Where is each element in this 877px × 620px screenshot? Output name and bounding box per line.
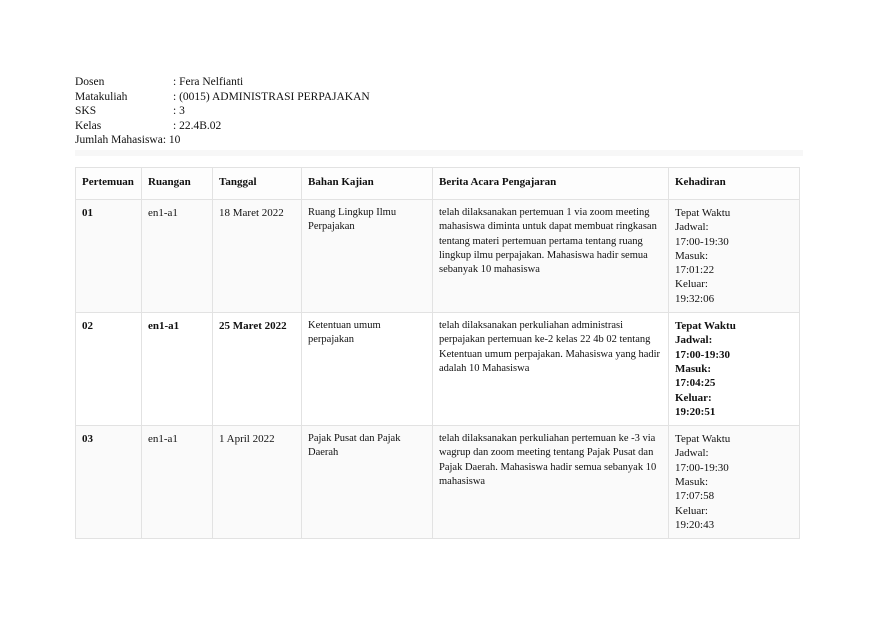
checkin-value: 17:01:22 xyxy=(675,264,715,277)
cell-kehadiran xyxy=(669,426,800,539)
table-header-row xyxy=(76,168,800,200)
header-bahan-kajian: Bahan Kajian xyxy=(302,168,433,200)
table-row xyxy=(76,313,800,426)
table-row xyxy=(76,200,800,313)
sks-label: SKS xyxy=(75,105,97,118)
attendance-table xyxy=(75,167,800,539)
attendance-status: Tepat Waktu xyxy=(675,433,731,446)
cell-ruangan: en1-a1 xyxy=(142,426,213,539)
info-sks xyxy=(75,104,370,119)
cell-ruangan: en1-a1 xyxy=(142,200,213,313)
checkin-label: Masuk: xyxy=(675,476,708,489)
schedule-value: 17:00-19:30 xyxy=(675,461,729,474)
divider xyxy=(75,150,803,156)
cell-ruangan: en1-a1 xyxy=(142,313,213,426)
header-tanggal: Tanggal xyxy=(213,168,302,200)
info-dosen xyxy=(75,75,370,90)
checkout-value: 19:20:43 xyxy=(675,518,715,531)
kelas-value: : 22.4B.02 xyxy=(173,119,222,132)
header-pertemuan: Pertemuan xyxy=(76,168,142,200)
cell-pertemuan: 03 xyxy=(76,426,142,539)
checkout-value: 19:20:51 xyxy=(675,405,716,418)
cell-berita-acara: telah dilaksanakan pertemuan 1 via zoom meeting mahasiswa diminta untuk dapat membuat ringkasan tentang materi pertemuan pertama tentang ruang lingkup ilmu perpajakan. Mahasiswa hadir semua sebanyak 10 mahasiswa xyxy=(433,200,669,313)
checkout-label: Keluar: xyxy=(675,278,708,291)
cell-berita-acara: telah dilaksanakan perkuliahan administrasi perpajakan pertemuan ke-2 kelas 22 4b 02 tentang Ketentuan umum perpajakan. Mahasiswa yang hadir adalah 10 Mahasiswa xyxy=(433,313,669,426)
cell-kehadiran xyxy=(669,313,800,426)
attendance-status: Tepat Waktu xyxy=(675,320,736,333)
matakuliah-label: Matakuliah xyxy=(75,90,128,103)
cell-pertemuan: 01 xyxy=(76,200,142,313)
checkout-value: 19:32:06 xyxy=(675,292,715,305)
info-matakuliah xyxy=(75,90,370,105)
cell-tanggal: 1 April 2022 xyxy=(213,426,302,539)
cell-bahan-kajian: Ruang Lingkup Ilmu Perpajakan xyxy=(302,200,433,313)
checkin-label: Masuk: xyxy=(675,362,712,375)
schedule-label: Jadwal: xyxy=(675,334,713,347)
cell-tanggal: 18 Maret 2022 xyxy=(213,200,302,313)
checkout-label: Keluar: xyxy=(675,391,712,404)
checkout-label: Keluar: xyxy=(675,504,708,517)
checkin-label: Masuk: xyxy=(675,249,708,262)
cell-bahan-kajian: Pajak Pusat dan Pajak Daerah xyxy=(302,426,433,539)
attendance-status: Tepat Waktu xyxy=(675,207,731,219)
cell-tanggal: 25 Maret 2022 xyxy=(213,313,302,426)
dosen-label: Dosen xyxy=(75,76,105,88)
schedule-label: Jadwal: xyxy=(675,221,709,234)
schedule-value: 17:00-19:30 xyxy=(675,348,730,361)
cell-kehadiran xyxy=(669,200,800,313)
table-row xyxy=(76,426,800,539)
schedule-value: 17:00-19:30 xyxy=(675,235,729,248)
checkin-value: 17:04:25 xyxy=(675,377,716,390)
checkin-value: 17:07:58 xyxy=(675,490,715,503)
sks-value: : 3 xyxy=(173,105,185,118)
matakuliah-value: : (0015) ADMINISTRASI PERPAJAKAN xyxy=(173,90,370,103)
dosen-value: : Fera Nelfianti xyxy=(173,76,244,88)
jumlah-value: : 10 xyxy=(162,134,181,147)
cell-pertemuan: 02 xyxy=(76,313,142,426)
header-berita-acara: Berita Acara Pengajaran xyxy=(433,168,669,200)
info-jumlah-mahasiswa xyxy=(75,133,370,148)
cell-bahan-kajian: Ketentuan umum perpajakan xyxy=(302,313,433,426)
cell-berita-acara: telah dilaksanakan perkuliahan pertemuan ke -3 via wagrup dan zoom meeting tentang Pajak Pusat dan Pajak Daerah. Mahasiswa hadir semua sebanyak 10 mahasiswa xyxy=(433,426,669,539)
schedule-label: Jadwal: xyxy=(675,447,709,460)
kelas-label: Kelas xyxy=(75,119,102,132)
course-info xyxy=(75,75,370,148)
jumlah-label: Jumlah Mahasiswa xyxy=(75,134,163,147)
info-kelas xyxy=(75,119,370,134)
header-ruangan: Ruangan xyxy=(142,168,213,200)
header-kehadiran: Kehadiran xyxy=(669,168,800,200)
